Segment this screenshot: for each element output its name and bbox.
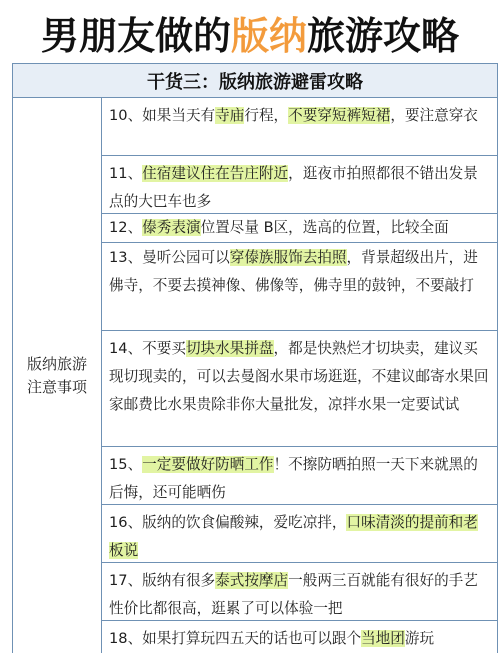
tip-text: 12、 (109, 219, 143, 236)
tips-list (102, 98, 497, 653)
highlighted-text: 不要穿短裤短裙 (288, 107, 391, 124)
highlighted-text: 住宿建议住在告庄附近 (142, 165, 289, 182)
highlighted-text: 寺庙 (215, 107, 245, 124)
tip-text: 16、版纳的饮食偏酸辣，爱吃凉拌， (109, 514, 347, 531)
title-part-3: 旅游攻略 (307, 13, 460, 58)
tip-row-17 (102, 563, 497, 621)
table-header: 干货三：版纳旅游避雷攻略 (13, 64, 497, 98)
tip-text: 17、版纳有很多 (109, 572, 216, 589)
tip-row-18 (102, 621, 497, 661)
tips-table (12, 63, 498, 653)
tip-text: ，逛夜市拍照都很不错出发景点的大巴车也多 (109, 165, 478, 210)
category-label: 版纳旅游注意事项 (27, 354, 88, 396)
highlighted-text: 傣秀表演 (142, 219, 201, 236)
tip-text: ，背景超级出片，进佛寺，不要去摸神像、佛像等，佛寺里的鼓钟，不要敲打 (109, 249, 478, 294)
highlighted-text: 口味清淡的提前和老板说 (109, 514, 478, 559)
tip-text: 位置尽量 B区，选高的位置，比较全面 (200, 219, 449, 236)
tip-text: 10、如果当天有 (109, 107, 216, 124)
tip-text: 18、如果打算玩四五天的话也可以跟个 (109, 630, 362, 647)
highlighted-text: 切块水果拼盘 (185, 340, 274, 357)
tip-text: 一般两三百就能有很好的手艺性价比都很高，逛累了可以体验一把 (109, 572, 478, 617)
category-cell (13, 98, 102, 653)
tip-row-14 (102, 331, 497, 447)
tip-text: ，都是快熟烂才切块卖，建议买现切现卖的，可以去曼阁水果市场逛逛，不建议邮寄水果回家邮费比水果贵除非你大量批发，凉拌水果一定要试试 (109, 340, 489, 413)
page-title (0, 0, 500, 64)
tip-text: 13、曼听公园可以 (109, 249, 230, 266)
tip-text: 14、不要买 (109, 340, 186, 357)
title-part-1: 男朋友做的 (40, 13, 231, 58)
highlighted-text: 当地团 (361, 630, 405, 647)
highlighted-text: 一定要做好防晒工作 (142, 456, 274, 473)
tip-text: 行程， (244, 107, 289, 124)
tip-row-13 (102, 243, 497, 331)
tip-row-16 (102, 505, 497, 563)
tip-text: 游玩 (404, 630, 435, 647)
highlighted-text: 穿傣族服饰去拍照 (229, 249, 347, 266)
tip-text: ！不擦防晒拍照一天下来就黑的后悔，还可能晒伤 (109, 456, 478, 501)
tip-row-10 (102, 98, 497, 156)
tip-row-15 (102, 447, 497, 505)
title-part-highlight: 版纳 (230, 13, 307, 58)
tip-row-11 (102, 156, 497, 214)
tip-text: 11、 (109, 165, 143, 182)
tip-row-12 (102, 214, 497, 243)
highlighted-text: 泰式按摩店 (215, 572, 289, 589)
tip-text: 15、 (109, 456, 143, 473)
tip-text: ，要注意穿衣 (390, 107, 478, 124)
